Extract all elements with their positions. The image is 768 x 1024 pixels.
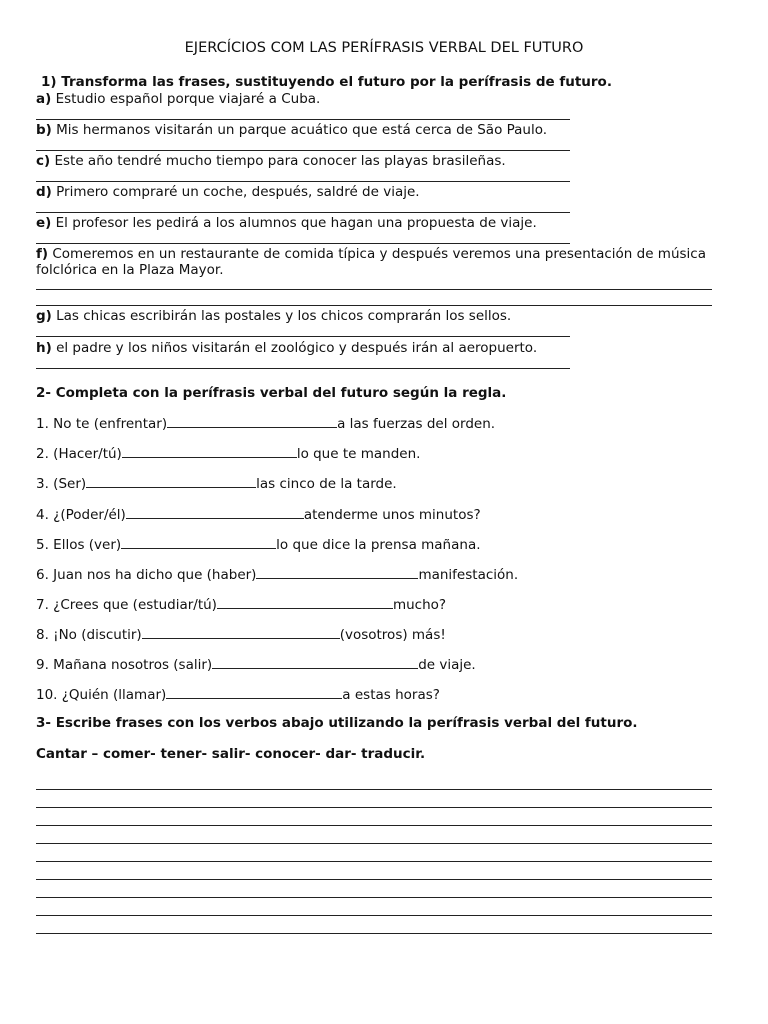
exercise-2-item-7 [36, 595, 446, 613]
verb-list: Cantar – comer- tener- salir- conocer- dar- traducir. [36, 746, 426, 762]
answer-line[interactable] [36, 150, 570, 151]
answer-line[interactable] [36, 212, 570, 213]
fill-blank[interactable] [167, 414, 337, 428]
item-continuation: lo que te manden. [296, 446, 421, 462]
item-continuation: mucho? [392, 597, 447, 613]
writing-line[interactable] [36, 915, 712, 916]
item-continuation: a estas horas? [342, 687, 440, 703]
exercise-2-item-9 [36, 655, 476, 673]
answer-line[interactable] [36, 305, 712, 306]
answer-line[interactable] [36, 181, 570, 182]
answer-line[interactable] [36, 368, 570, 369]
item-text: Mis hermanos visitarán un parque acuático que está cerca de São Paulo. [51, 122, 548, 138]
exercise-1-item-a [36, 91, 716, 107]
fill-blank[interactable] [166, 685, 342, 699]
fill-blank[interactable] [142, 625, 340, 639]
writing-line[interactable] [36, 843, 712, 844]
item-prompt: 1. No te (enfrentar) [36, 416, 168, 432]
item-letter: e) [36, 215, 52, 231]
exercise-2-item-5 [36, 535, 481, 553]
exercise-2-item-1 [36, 414, 495, 432]
item-letter: d) [36, 184, 52, 200]
exercise-1-item-e [36, 215, 716, 231]
item-prompt: 6. Juan nos ha dicho que (haber) [36, 567, 257, 583]
writing-line[interactable] [36, 879, 712, 880]
item-continuation: (vosotros) más! [339, 627, 446, 643]
section-1-heading: 1) Transforma las frases, sustituyendo el futuro por la perífrasis de futuro. [41, 74, 612, 90]
item-prompt: 9. Mañana nosotros (salir) [36, 657, 213, 673]
item-text: Comeremos en un restaurante de comida típica y después veremos una presentación de música folclórica en la Plaza Mayor. [36, 246, 706, 278]
item-continuation: las cinco de la tarde. [256, 476, 397, 492]
item-prompt: 3. (Ser) [36, 476, 87, 492]
item-letter: c) [36, 153, 51, 169]
item-text: el padre y los niños visitarán el zoológico y después irán al aeropuerto. [51, 340, 538, 356]
fill-blank[interactable] [212, 655, 418, 669]
exercise-2-item-3 [36, 474, 397, 492]
fill-blank[interactable] [121, 535, 276, 549]
exercise-1-item-c [36, 153, 716, 169]
item-continuation: atenderme unos minutos? [303, 507, 481, 523]
item-letter: a) [36, 91, 52, 107]
exercise-2-item-2 [36, 444, 420, 462]
item-prompt: 7. ¿Crees que (estudiar/tú) [36, 597, 217, 613]
item-continuation: manifestación. [418, 567, 519, 583]
fill-blank[interactable] [86, 474, 256, 488]
page-title: EJERCÍCIOS COM LAS PERÍFRASIS VERBAL DEL FUTURO [184, 40, 584, 56]
item-letter: h) [36, 340, 52, 356]
fill-blank[interactable] [122, 444, 297, 458]
section-3-heading: 3- Escribe frases con los verbos abajo utilizando la perífrasis verbal del futuro. [36, 715, 638, 731]
item-letter: g) [36, 308, 52, 324]
exercise-1-item-d [36, 184, 716, 200]
exercise-2-item-6 [36, 565, 518, 583]
item-prompt: 10. ¿Quién (llamar) [36, 687, 167, 703]
item-text: Primero compraré un coche, después, saldré de viaje. [51, 184, 420, 200]
answer-line[interactable] [36, 336, 570, 337]
fill-blank[interactable] [256, 565, 418, 579]
item-prompt: 5. Ellos (ver) [36, 537, 122, 553]
writing-line[interactable] [36, 825, 712, 826]
exercise-1-item-b [36, 122, 716, 138]
writing-line[interactable] [36, 933, 712, 934]
item-text: Estudio español porque viajaré a Cuba. [51, 91, 321, 107]
item-letter: f) [36, 246, 49, 262]
item-prompt: 4. ¿(Poder/él) [36, 507, 126, 523]
item-text: Las chicas escribirán las postales y los chicos comprarán los sellos. [51, 308, 512, 324]
answer-line[interactable] [36, 289, 712, 290]
exercise-1-item-f [36, 246, 708, 278]
item-continuation: de viaje. [418, 657, 476, 673]
exercise-2-item-8 [36, 625, 446, 643]
writing-line[interactable] [36, 789, 712, 790]
item-letter: b) [36, 122, 52, 138]
section-2-heading: 2- Completa con la perífrasis verbal del futuro según la regla. [36, 385, 507, 401]
answer-line[interactable] [36, 243, 570, 244]
item-prompt: 2. (Hacer/tú) [36, 446, 122, 462]
item-text: El profesor les pedirá a los alumnos que hagan una propuesta de viaje. [51, 215, 537, 231]
writing-line[interactable] [36, 861, 712, 862]
item-continuation: lo que dice la prensa mañana. [276, 537, 481, 553]
fill-blank[interactable] [126, 505, 304, 519]
writing-line[interactable] [36, 807, 712, 808]
exercise-2-item-4 [36, 505, 481, 523]
fill-blank[interactable] [217, 595, 393, 609]
exercise-1-item-g [36, 308, 716, 324]
item-continuation: a las fuerzas del orden. [337, 416, 496, 432]
writing-line[interactable] [36, 897, 712, 898]
item-prompt: 8. ¡No (discutir) [36, 627, 142, 643]
exercise-2-item-10 [36, 685, 440, 703]
item-text: Este año tendré mucho tiempo para conocer las playas brasileñas. [50, 153, 506, 169]
exercise-1-item-h [36, 340, 716, 356]
answer-line[interactable] [36, 119, 570, 120]
